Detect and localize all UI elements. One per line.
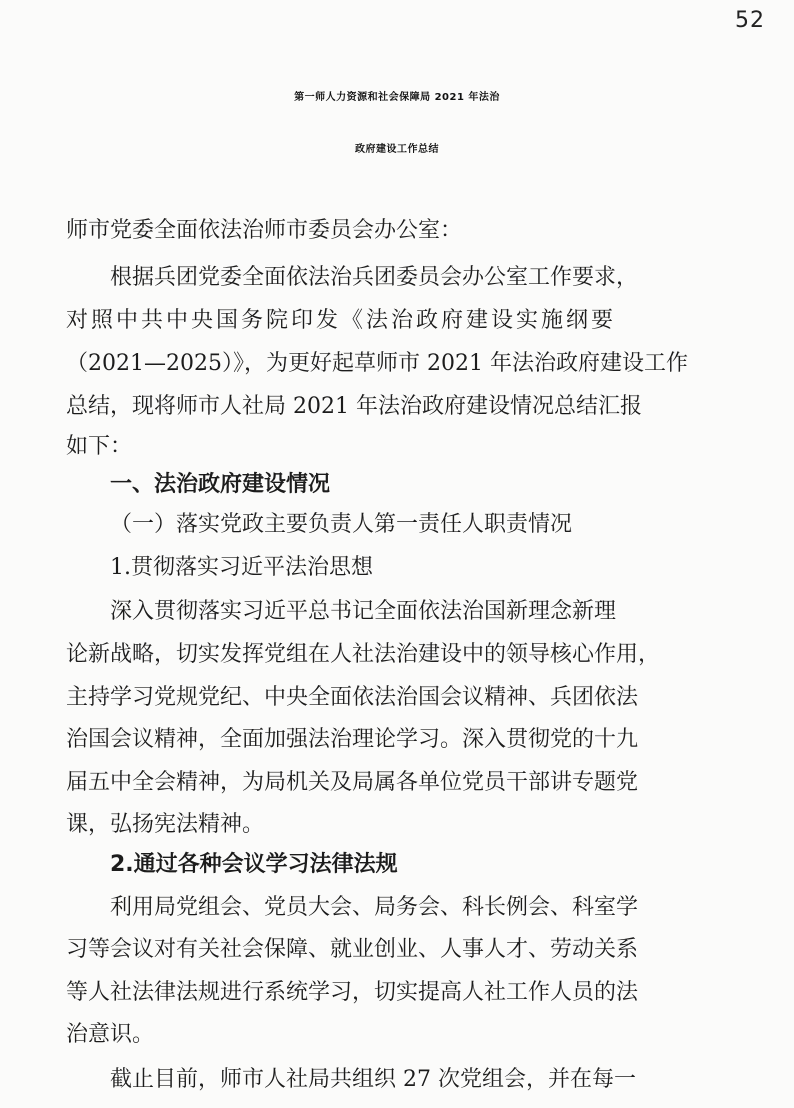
item-heading-1: 1.贯彻落实习近平法治思想: [110, 555, 373, 580]
intro-line-3: （2021—2025）》，为更好起草师市 2021 年法治政府建设工作: [66, 351, 688, 376]
item2-line-4: 治意识。: [66, 1022, 155, 1047]
document-title-line-1: 第一师人力资源和社会保障局 2021 年法治: [294, 92, 500, 103]
item1-line-1: 深入贯彻落实习近平总书记全面依法治国新理念新理: [110, 599, 617, 624]
item2-line-3: 等人社法律法规进行系统学习，切实提高人社工作人员的法: [66, 980, 639, 1005]
addressee: 师市党委全面依法治师市委员会办公室：: [66, 218, 463, 243]
item-heading-2: 2.通过各种会议学习法律法规: [110, 852, 398, 877]
intro-line-5: 如下：: [66, 434, 133, 459]
intro-line-2: 对照中共中央国务院印发《法治政府建设实施纲要: [66, 308, 617, 333]
item2-paragraph-2: 截止目前，师市人社局共组织 27 次党组会，并在每一: [110, 1067, 636, 1092]
page-number: 52: [735, 8, 765, 33]
item2-line-2: 习等会议对有关社会保障、就业创业、人事人才、劳动关系: [66, 937, 639, 962]
document-title-line-2: 政府建设工作总结: [355, 144, 439, 155]
section-heading-1: 一、法治政府建设情况: [110, 472, 331, 497]
item1-line-5: 届五中全会精神，为局机关及局属各单位党员干部讲专题党: [66, 770, 639, 795]
item2-line-1: 利用局党组会、党员大会、局务会、科长例会、科室学: [110, 895, 639, 920]
item1-line-4: 治国会议精神，全面加强法治理论学习。深入贯彻党的十九: [66, 727, 639, 752]
intro-line-1: 根据兵团党委全面依法治兵团委员会办公室工作要求，: [110, 265, 639, 290]
item1-line-3: 主持学习党规党纪、中央全面依法治国会议精神、兵团依法: [66, 685, 639, 710]
intro-line-4: 总结，现将师市人社局 2021 年法治政府建设情况总结汇报: [66, 394, 642, 419]
item1-line-2: 论新战略，切实发挥党组在人社法治建设中的领导核心作用，: [66, 642, 661, 667]
item1-line-6: 课，弘扬宪法精神。: [66, 812, 265, 837]
subsection-heading-1: （一）落实党政主要负责人第一责任人职责情况: [110, 512, 573, 537]
